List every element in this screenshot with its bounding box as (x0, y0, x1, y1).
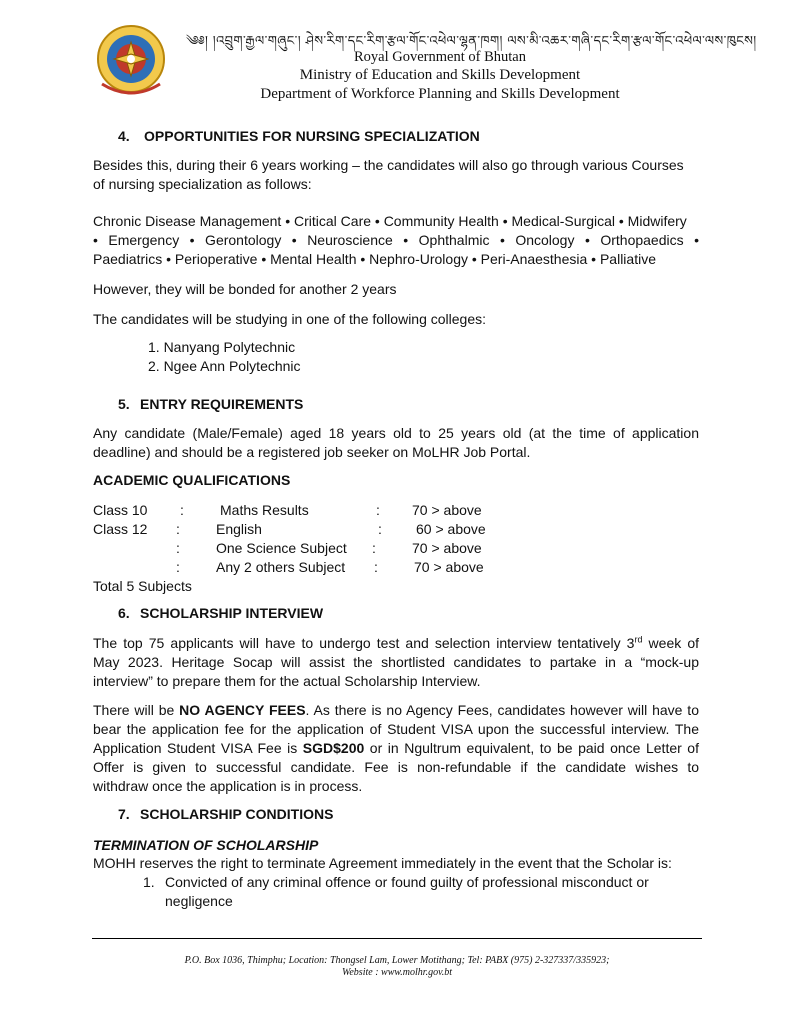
termination-subtitle: TERMINATION OF SCHOLARSHIP (93, 837, 319, 853)
college-item: 2. Ngee Ann Polytechnic (148, 358, 301, 374)
fees-text: There will be (93, 702, 180, 718)
section-6-title: SCHOLARSHIP INTERVIEW (140, 605, 324, 621)
courses-line1: Chronic Disease Management • Critical Care • Community Health • Medical-Surgical • Midwifery (93, 213, 687, 229)
qualification-subject: Maths Results (220, 502, 309, 518)
section-5-number: 5. (118, 396, 130, 412)
tibetan-header-line: ༄༅། །འབྲུག་རྒྱལ་གཞུང་། ཤེས་རིག་དང་རིག་རྩལ་གོང་འཕེལ་ལྷན་ཁག། ལས་མི་འཆར་གཞི་དང་རིག་རྩལ་གོང་འཕེལ་ལས་ཁུངས། (186, 34, 757, 49)
visa-fee-amount: SGD$200 (302, 740, 365, 756)
fees-line1 (93, 701, 699, 720)
section-7-number: 7. (118, 806, 130, 822)
interview-line3: interview” to prepare them for the actual Scholarship Interview. (93, 673, 481, 689)
qualification-requirement: 70 > above (412, 540, 482, 556)
termination-item-line1: Convicted of any criminal offence or found guilty of professional misconduct or (165, 874, 649, 890)
colleges-intro: The candidates will be studying in one of the following colleges: (93, 311, 487, 327)
bond-text: However, they will be bonded for another 2 years (93, 281, 397, 297)
footer-website: Website : www.molhr.gov.bt (341, 967, 453, 978)
header-government: Royal Government of Bhutan (354, 49, 526, 65)
qualification-subject: One Science Subject (216, 540, 347, 556)
qualification-colon: : (176, 540, 180, 556)
fees-line4: Offer is given to successful candidate. Fee is non-refundable if the candidate wishes to (93, 759, 699, 775)
qualification-colon: : (378, 521, 382, 537)
qualification-colon: : (374, 559, 378, 575)
interview-line1 (93, 634, 699, 653)
qualification-subject: English (216, 521, 262, 537)
header-ministry: Ministry of Education and Skills Development (299, 67, 581, 83)
qualification-class: Class 10 (93, 502, 148, 518)
termination-intro: MOHH reserves the right to terminate Agreement immediately in the event that the Scholar is: (93, 855, 672, 871)
no-agency-fees: NO AGENCY FEES (179, 702, 306, 718)
termination-item-line2: negligence (165, 893, 233, 909)
section-7-title: SCHOLARSHIP CONDITIONS (140, 806, 334, 822)
fees-line3 (93, 739, 699, 758)
qualification-requirement: 70 > above (414, 559, 484, 575)
fees-line2: bear the application fee for the application of Student VISA upon the successful interview. The (93, 721, 699, 737)
section-4-number: 4. (118, 128, 130, 144)
fees-text: Application Student VISA Fee is (93, 740, 303, 756)
fees-line5: withdraw once the application is in process. (93, 778, 363, 794)
fees-text: . As there is no Agency Fees, candidates however will have to (305, 702, 699, 718)
interview-text: week of (642, 635, 700, 651)
termination-item-number: 1. (143, 874, 155, 890)
qualification-subject: Any 2 others Subject (216, 559, 346, 575)
entry-line1: Any candidate (Male/Female) aged 18 years old to 25 years old (at the time of application (93, 425, 699, 441)
qualification-requirement: 70 > above (412, 502, 482, 518)
fees-text: or in Ngultrum equivalent, to be paid once Letter of (364, 740, 699, 756)
section-5-title: ENTRY REQUIREMENTS (140, 396, 304, 412)
qualification-colon: : (180, 502, 184, 518)
qualification-colon: : (376, 502, 380, 518)
section-6-number: 6. (118, 605, 130, 621)
interview-line2: May 2023. Heritage Socap will assist the shortlisted candidates to partake in a “mock-up (93, 654, 699, 670)
academic-qualifications-title: ACADEMIC QUALIFICATIONS (93, 472, 291, 488)
courses-line2: • Emergency • Gerontology • Neuroscience • Ophthalmic • Oncology • Orthopaedics • (93, 232, 699, 248)
section-4-title: OPPORTUNITIES FOR NURSING SPECIALIZATION (144, 128, 480, 144)
qualification-colon: : (176, 559, 180, 575)
section-4-intro-line1: Besides this, during their 6 years working – the candidates will also go through various Courses (93, 157, 684, 173)
entry-line2: deadline) and should be a registered job seeker on MoLHR Job Portal. (93, 444, 531, 460)
footer-address: P.O. Box 1036, Thimphu; Location: Thongsel Lam, Lower Motithang; Tel: PABX (975) 2-327337/335923; (184, 955, 610, 966)
royal-emblem-logo (92, 22, 170, 100)
college-item: 1. Nanyang Polytechnic (148, 339, 296, 355)
footer-divider (92, 938, 702, 939)
section-4-intro-line2: of nursing specialization as follows: (93, 176, 312, 192)
total-subjects: Total 5 Subjects (93, 578, 192, 594)
ordinal-suffix: rd (634, 634, 643, 645)
qualification-class: Class 12 (93, 521, 148, 537)
qualification-colon: : (372, 540, 376, 556)
interview-text: The top 75 applicants will have to undergo test and selection interview tentatively 3 (93, 635, 635, 651)
qualification-colon: : (176, 521, 180, 537)
header-department: Department of Workforce Planning and Skills Development (260, 86, 620, 102)
courses-line3: Paediatrics • Perioperative • Mental Health • Nephro-Urology • Peri-Anaesthesia • Palliative (93, 251, 656, 267)
qualification-requirement: 60 > above (416, 521, 486, 537)
